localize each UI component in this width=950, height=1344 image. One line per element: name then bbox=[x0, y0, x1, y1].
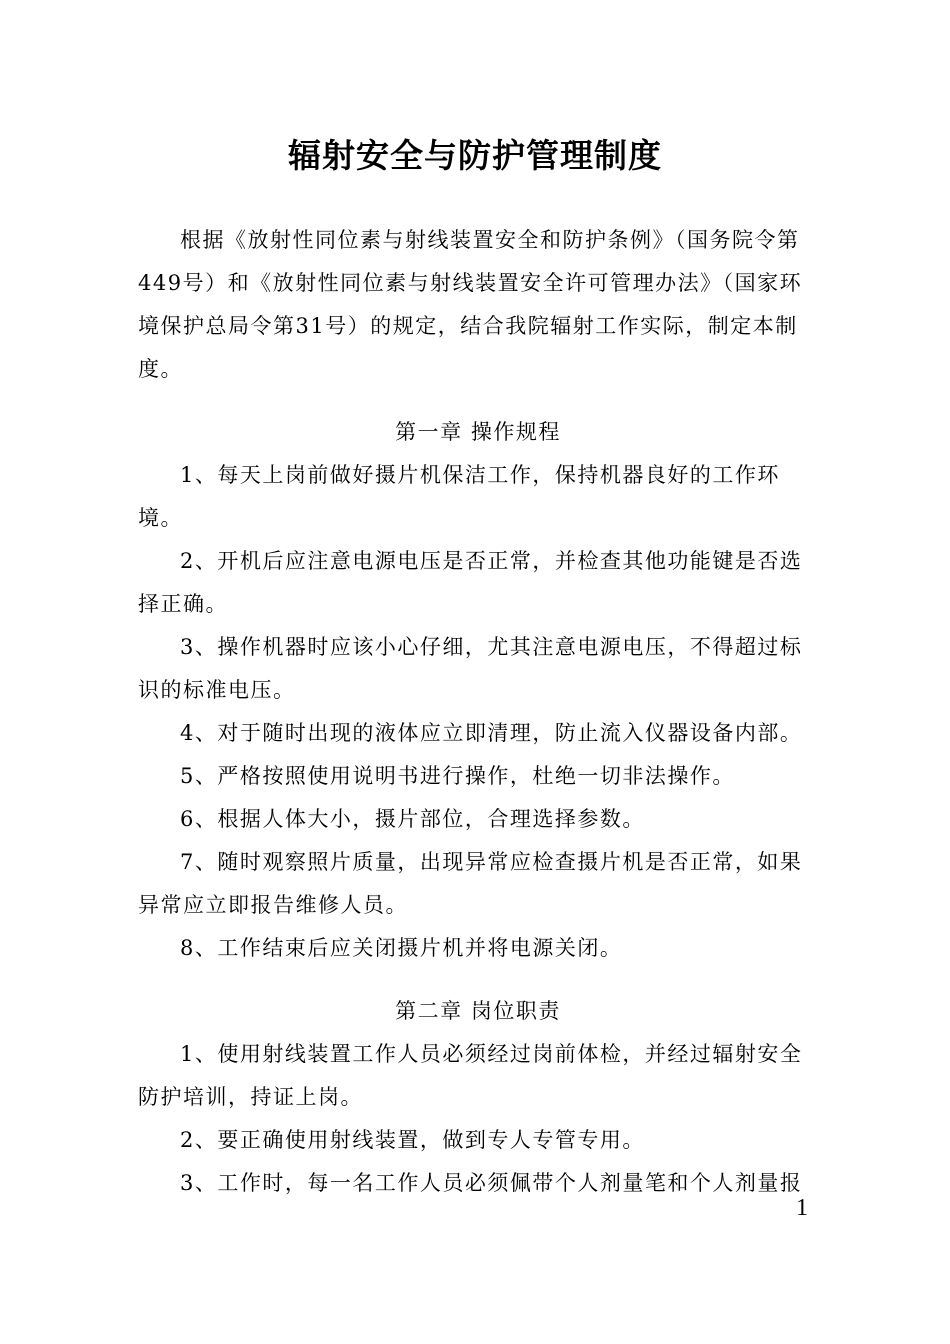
chapter-1 bbox=[138, 411, 818, 970]
chapter-2 bbox=[138, 990, 818, 1205]
chapter-1-item: 2、开机后应注意电源电压是否正常，并检查其他功能键是否选择正确。 bbox=[138, 549, 803, 616]
chapter-2-item: 1、使用射线装置工作人员必须经过岗前体检，并经过辐射安全防护培训，持证上岗。 bbox=[138, 1042, 803, 1109]
chapter-2-item: 3、工作时，每一名工作人员必须佩带个人剂量笔和个人剂量报 bbox=[180, 1171, 803, 1195]
intro-paragraph: 根据《放射性同位素与射线装置安全和防护条例》（国务院令第449号）和《放射性同位素与射线装置安全许可管理办法》（国家环境保护总局令第31号）的规定，结合我院辐射工作实际，制定本制度。 bbox=[138, 228, 803, 381]
chapter-2-item: 2、要正确使用射线装置，做到专人专管专用。 bbox=[180, 1128, 645, 1152]
chapter-1-item: 6、根据人体大小，摄片部位，合理选择参数。 bbox=[180, 807, 645, 831]
chapter-1-heading: 第一章 操作规程 bbox=[395, 420, 561, 444]
chapter-2-heading: 第二章 岗位职责 bbox=[395, 999, 561, 1023]
chapter-1-item: 3、操作机器时应该小心仔细，尤其注意电源电压，不得超过标识的标准电压。 bbox=[138, 635, 803, 702]
chapter-1-item: 8、工作结束后应关闭摄片机并将电源关闭。 bbox=[180, 936, 623, 960]
document-title: 辐射安全与防护管理制度 bbox=[288, 136, 662, 175]
chapter-1-item: 7、随时观察照片质量，出现异常应检查摄片机是否正常，如果异常应立即报告维修人员。 bbox=[138, 850, 803, 917]
chapter-1-item: 4、对于随时出现的液体应立即清理，防止流入仪器设备内部。 bbox=[180, 721, 803, 745]
page-number: 1 bbox=[796, 1195, 808, 1221]
chapter-1-item: 5、严格按照使用说明书进行操作，杜绝一切非法操作。 bbox=[180, 764, 735, 788]
chapter-1-item: 1、每天上岗前做好摄片机保洁工作，保持机器良好的工作环境。 bbox=[138, 463, 780, 530]
intro-block bbox=[138, 219, 818, 391]
